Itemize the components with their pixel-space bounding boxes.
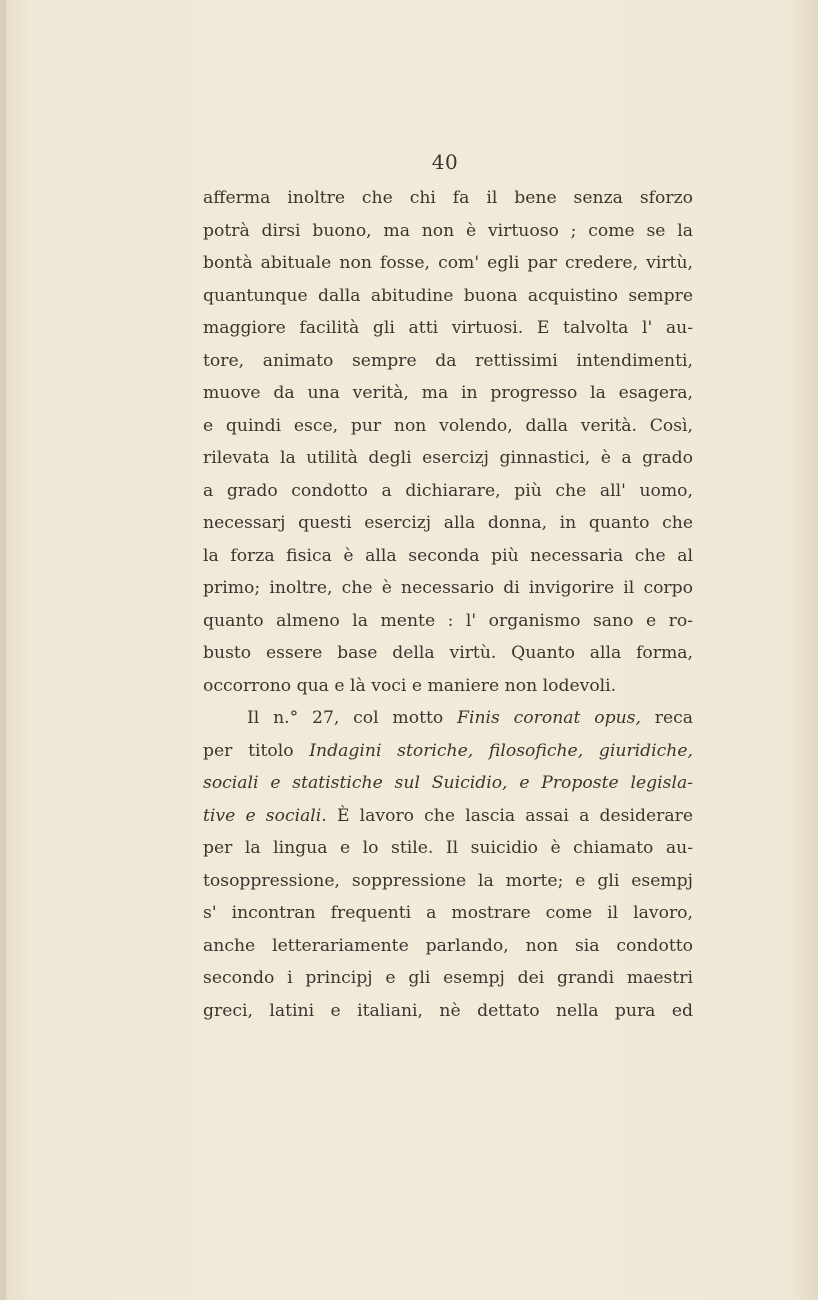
text-run: reca <box>640 708 694 728</box>
work-title: tive e sociali. <box>203 805 327 826</box>
text-line: a grado condotto a dichiarare, più che all' uomo, <box>203 480 693 501</box>
text-line: maggiore facilità gli atti virtuosi. E talvolta l' au- <box>203 318 693 338</box>
text-line: quanto almeno la mente : l' organismo sano e ro- <box>203 610 693 631</box>
text-line: afferma inoltre che chi fa il bene senza sforzo <box>203 188 693 208</box>
text-line <box>203 702 693 735</box>
text-line: necessarj questi esercizj alla donna, in quanto che <box>203 513 693 533</box>
text-line: muove da una verità, ma in progresso la esagera, <box>203 383 693 403</box>
text-run: Il n.° 27, col motto <box>247 708 458 728</box>
body-text <box>203 182 693 1027</box>
text-line: e quindi esce, pur non volendo, dalla verità. Così, <box>203 415 693 436</box>
text-line: potrà dirsi buono, ma non è virtuoso ; come se la <box>203 220 693 241</box>
text-line: bontà abituale non fosse, com' egli par credere, virtù, <box>203 253 693 273</box>
text-line: secondo i principj e gli esempj dei grandi maestri <box>203 968 693 988</box>
text-line: rilevata la utilità degli esercizj ginnastici, è a grado <box>203 448 693 468</box>
text-line: busto essere base della virtù. Quanto alla forma, <box>203 643 693 663</box>
text-line: anche letterariamente parlando, non sia condotto <box>203 935 693 956</box>
text-line: la forza fisica è alla seconda più necessaria che al <box>203 545 693 566</box>
text-line: occorrono qua e là voci e maniere non lodevoli. <box>203 675 617 696</box>
text-line <box>203 800 693 833</box>
text-line: tore, animato sempre da rettissimi intendimenti, <box>203 350 693 371</box>
page-number: 40 <box>431 150 459 174</box>
text-line <box>203 767 693 800</box>
text-run: È lavoro che lascia assai a desiderare <box>326 805 693 826</box>
motto-text: Finis coronat opus, <box>457 708 641 728</box>
text-line: greci, latini e italiani, nè dettato nella pura ed <box>203 1000 693 1021</box>
text-line: quantunque dalla abitudine buona acquistino sempre <box>203 285 693 306</box>
text-line <box>203 735 693 768</box>
work-title: Indagini storiche, filosofiche, giuridiche, <box>309 740 693 761</box>
text-line: primo; inoltre, che è necessario di invigorire il corpo <box>203 578 693 598</box>
text-run: per titolo <box>203 740 310 761</box>
text-line: s' incontran frequenti a mostrare come il lavoro, <box>203 903 693 923</box>
page-edge <box>0 0 6 1300</box>
text-line: tosoppressione, soppressione la morte; e gli esempj <box>203 870 693 891</box>
work-title: sociali e statistiche sul Suicidio, e Proposte legisla- <box>203 773 693 793</box>
text-line: per la lingua e lo stile. Il suicidio è chiamato au- <box>203 838 693 858</box>
